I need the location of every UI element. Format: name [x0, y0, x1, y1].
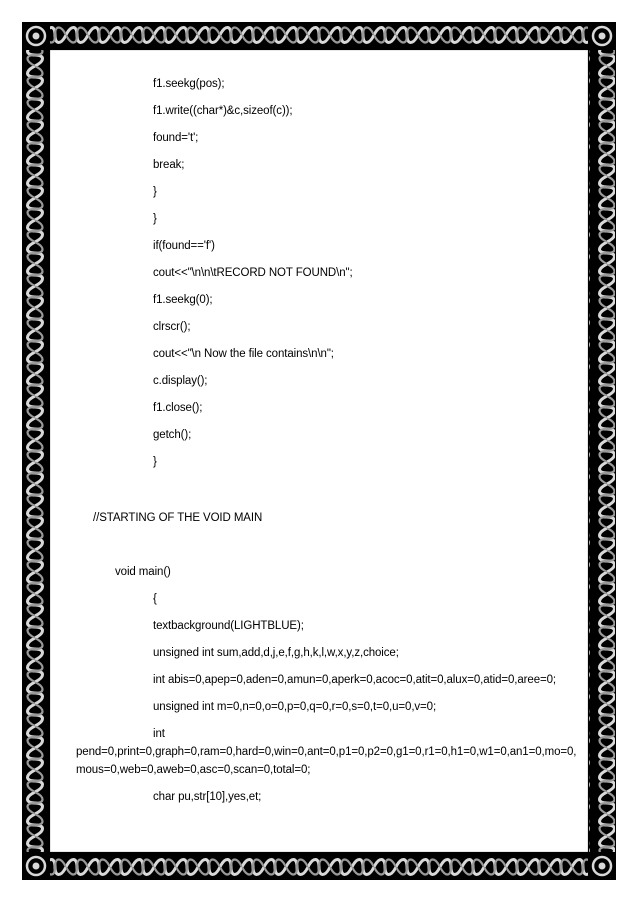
code-line: textbackground(LIGHTBLUE);	[153, 620, 304, 632]
code-line: int abis=0,apep=0,aden=0,amun=0,aperk=0,acoc=0,atit=0,alux=0,atid=0,aree=0;	[153, 674, 556, 686]
code-line: cout<<"\n\n\tRECORD NOT FOUND\n";	[153, 267, 353, 279]
code-line: unsigned int sum,add,d,j,e,f,g,h,k,l,w,x,y,z,choice;	[153, 647, 399, 659]
code-line: f1.close();	[153, 402, 203, 414]
code-line: getch();	[153, 429, 192, 441]
code-line: f1.seekg(0);	[153, 294, 213, 306]
code-line: }	[153, 456, 157, 468]
code-line: char pu,str[10],yes,et;	[153, 791, 262, 803]
code-line: c.display();	[153, 375, 208, 387]
code-line: cout<<"\n Now the file contains\n\n";	[153, 348, 334, 360]
code-line: int	[153, 728, 165, 740]
code-line: unsigned int m=0,n=0,o=0,p=0,q=0,r=0,s=0,t=0,u=0,v=0;	[153, 701, 437, 713]
code-line: clrscr();	[153, 321, 191, 333]
code-line: }	[153, 186, 157, 198]
code-line: }	[153, 213, 157, 225]
code-line: break;	[153, 159, 185, 171]
code-comment: //STARTING OF THE VOID MAIN	[93, 512, 263, 524]
code-line: {	[153, 593, 157, 605]
code-line: f1.write((char*)&c,sizeof(c));	[153, 105, 293, 117]
code-line: void main()	[115, 566, 171, 578]
code-line-wrapped: mous=0,web=0,aweb=0,asc=0,scan=0,total=0;	[76, 764, 311, 776]
code-line: found='t';	[153, 132, 199, 144]
code-line: f1.seekg(pos);	[153, 78, 225, 90]
code-line-wrapped: pend=0,print=0,graph=0,ram=0,hard=0,win=0,ant=0,p1=0,p2=0,g1=0,r1=0,h1=0,w1=0,an1=0,mo=0,	[76, 746, 577, 758]
code-line: if(found=='f')	[153, 240, 215, 252]
